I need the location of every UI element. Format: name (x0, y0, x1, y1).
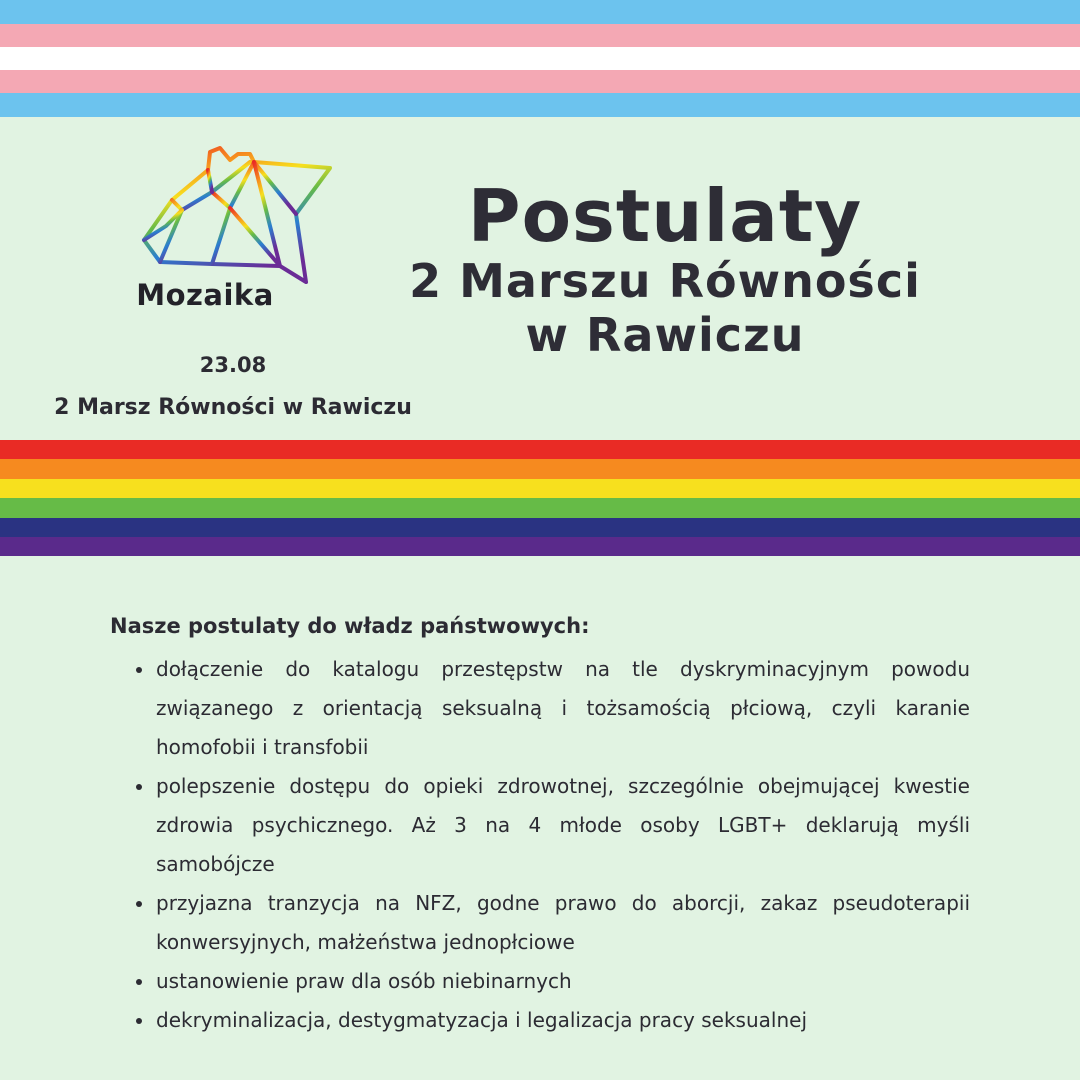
postulates-heading: Nasze postulaty do władz państwowych: (110, 614, 590, 638)
list-item: polepszenie dostępu do opieki zdrowotnej, szczególnie obejmującej kwestie zdrowia psychicznego. Aż 3 na 4 młode osoby LGBT+ deklarują myśli samobójcze (134, 767, 970, 884)
rainbow-stripe-orange (0, 459, 1080, 479)
title-line-3: w Rawiczu (525, 308, 805, 362)
rainbow-stripe-blue (0, 518, 1080, 537)
postulates-list (134, 650, 970, 1040)
title-block (355, 174, 975, 362)
trans-stripe-blue-1 (0, 0, 1080, 24)
trans-stripe-pink-2 (0, 70, 1080, 93)
page-title: Postulaty (467, 174, 863, 258)
brand-name: Mozaika (136, 278, 274, 312)
title-line-2: 2 Marszu Równości (409, 254, 921, 308)
rainbow-flag-banner (0, 440, 1080, 556)
rainbow-stripe-purple (0, 537, 1080, 556)
trans-stripe-pink-1 (0, 24, 1080, 47)
list-item: ustanowienie praw dla osób niebinarnych (134, 962, 970, 1001)
trans-stripe-white (0, 47, 1080, 70)
rainbow-stripe-red (0, 440, 1080, 459)
geometric-bear-head-icon (130, 140, 350, 300)
mozaika-logo (130, 140, 350, 300)
trans-stripe-blue-2 (0, 93, 1080, 117)
event-date: 23.08 (199, 353, 267, 377)
list-item: dołączenie do katalogu przestępstw na tle dyskryminacyjnym powodu związanego z orientacją seksualną i tożsamością płciową, czyli karanie homofobii i transfobii (134, 650, 970, 767)
list-item: dekryminalizacja, destygmatyzacja i legalizacja pracy seksualnej (134, 1001, 970, 1040)
rainbow-stripe-yellow (0, 479, 1080, 498)
event-name: 2 Marsz Równości w Rawiczu (54, 395, 412, 420)
rainbow-stripe-green (0, 498, 1080, 518)
list-item: przyjazna tranzycja na NFZ, godne prawo do aborcji, zakaz pseudoterapii konwersyjnych, małżeństwa jednopłciowe (134, 884, 970, 962)
